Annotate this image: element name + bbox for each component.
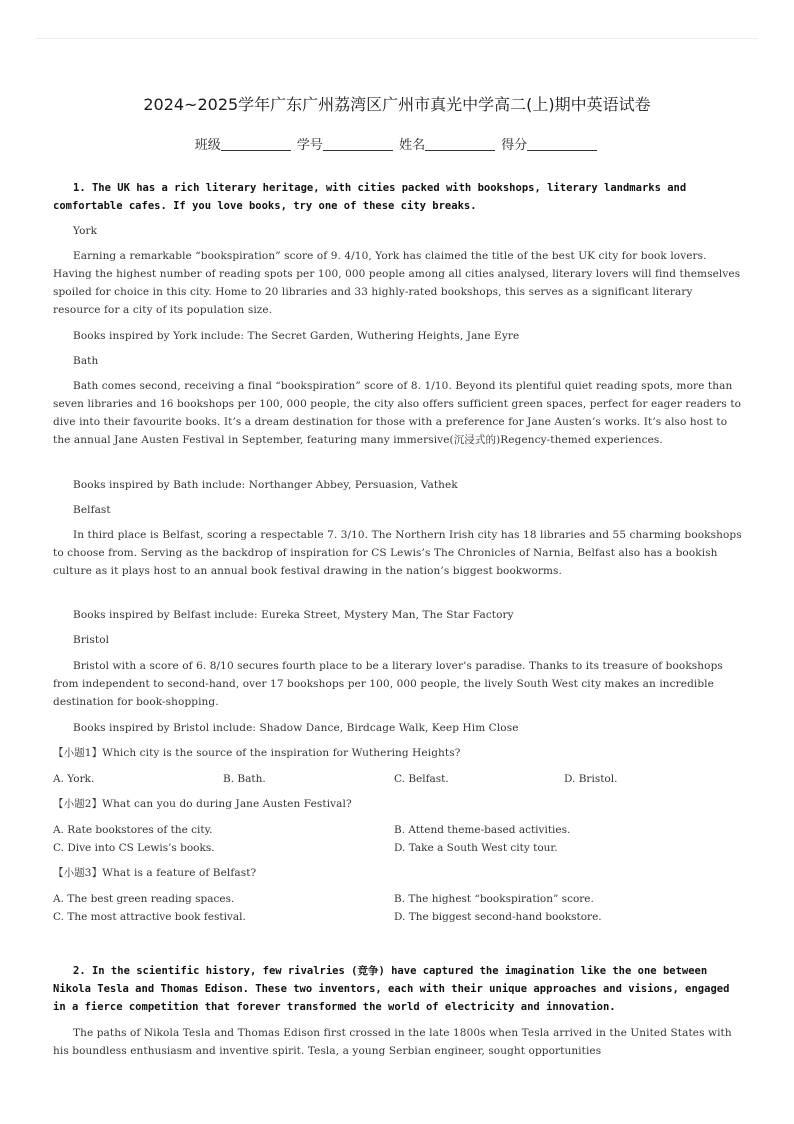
sub2-option-b[interactable]: B. Attend theme-based activities. — [394, 824, 571, 836]
sub1-option-b[interactable]: B. Bath. — [223, 773, 266, 785]
score-blank[interactable] — [527, 138, 597, 151]
sub1-option-d[interactable]: D. Bristol. — [564, 773, 618, 785]
sub1-option-c[interactable]: C. Belfast. — [394, 773, 449, 785]
bristol-books: Books inspired by Bristol include: Shadow Dance, Birdcage Walk, Keep Him Close — [73, 722, 519, 734]
york-heading: York — [73, 225, 98, 237]
top-divider — [36, 38, 758, 39]
bath-heading: Bath — [73, 355, 99, 367]
bath-paragraph: Bath comes second, receiving a final “bookspiration” score of 8. 1/10. Beyond its plentiful quiet reading spots, more than seven libraries and 16 bookshops per 100, 000 people, the city also offers sufficient green spaces, perfect for eager readers to dive into their favourite books. It’s a dream destination for those with a preference for Jane Austen’s works. It’s also host to the annual Jane Austen Festival in September, featuring many immersive(沉浸式的)Regency-themed experiences. — [53, 380, 742, 446]
belfast-paragraph: In third place is Belfast, scoring a respectable 7. 3/10. The Northern Irish city has 18 libraries and 55 charming bookshops to choose from. Serving as the backdrop of inspiration for CS Lewis’s The Chronicles of Narnia, Belfast also has a bookish culture as it plays host to an annual book festival drawing in the nation’s biggest bookworms. — [53, 529, 742, 577]
sub-question-2-stem: 【小题2】What can you do during Jane Austen Festival? — [53, 798, 352, 810]
name-label: 姓名 — [399, 138, 426, 153]
class-label: 班级 — [194, 138, 221, 153]
sub3-option-c[interactable]: C. The most attractive book festival. — [53, 911, 246, 923]
question-2-intro: 2. In the scientific history, few rivalries (竞争) have captured the imagination like the one between Nikola Tesla and Thomas Edison. These two inventors, each with their unique approaches and visions, engaged in a fierce competition that forever transformed the world of electricity and innovation. — [53, 965, 730, 1013]
york-paragraph: Earning a remarkable “bookspiration” score of 9. 4/10, York has claimed the title of the best UK city for book lovers. Having the highest number of reading spots per 100, 000 people among all cities analysed, literary lovers will find themselves spoiled for choice in this city. Home to 20 libraries and 33 highly-rated bookshops, this serves as a significant literary resource for a city of its population size. — [53, 250, 741, 316]
sub2-option-d[interactable]: D. Take a South West city tour. — [394, 842, 558, 854]
bristol-heading: Bristol — [73, 634, 110, 646]
question-1-intro: 1. The UK has a rich literary heritage, with cities packed with bookshops, literary landmarks and comfortable cafes. If you love books, try one of these city breaks. — [53, 182, 687, 212]
class-blank[interactable] — [221, 138, 291, 151]
sub-question-1-stem: 【小题1】Which city is the source of the inspiration for Wuthering Heights? — [53, 747, 461, 759]
page-title: 2024~2025学年广东广州荔湾区广州市真光中学高二(上)期中英语试卷 — [143, 95, 651, 114]
score-label: 得分 — [501, 138, 528, 153]
question-2-paragraph-1: The paths of Nikola Tesla and Thomas Edison first crossed in the late 1800s when Tesla arrived in the United States with his boundless enthusiasm and inventive spirit. Tesla, a young Serbian engineer, sought opportunities — [53, 1027, 732, 1057]
name-blank[interactable] — [425, 138, 495, 151]
bath-books: Books inspired by Bath include: Northanger Abbey, Persuasion, Vathek — [73, 479, 458, 491]
student-number-blank[interactable] — [323, 138, 393, 151]
belfast-heading: Belfast — [73, 504, 111, 516]
sub3-option-a[interactable]: A. The best green reading spaces. — [53, 893, 235, 905]
student-number-label: 学号 — [296, 138, 323, 153]
sub2-option-c[interactable]: C. Dive into CS Lewis’s books. — [53, 842, 215, 854]
sub2-option-a[interactable]: A. Rate bookstores of the city. — [53, 824, 213, 836]
sub3-option-d[interactable]: D. The biggest second-hand bookstore. — [394, 911, 602, 923]
bristol-paragraph: Bristol with a score of 6. 8/10 secures fourth place to be a literary lover’s paradise. Thanks to its treasure of bookshops from independent to second-hand, over 17 bookshops per 100, 000 people, the lively South West city makes an incredible destination for book-shopping. — [53, 660, 723, 708]
york-books: Books inspired by York include: The Secret Garden, Wuthering Heights, Jane Eyre — [73, 330, 520, 342]
sub3-option-b[interactable]: B. The highest “bookspiration” score. — [394, 893, 594, 905]
belfast-books: Books inspired by Belfast include: Eureka Street, Mystery Man, The Star Factory — [73, 609, 514, 621]
sub-question-3-stem: 【小题3】What is a feature of Belfast? — [53, 867, 257, 879]
sub1-option-a[interactable]: A. York. — [53, 773, 95, 785]
student-info-line — [0, 134, 794, 153]
